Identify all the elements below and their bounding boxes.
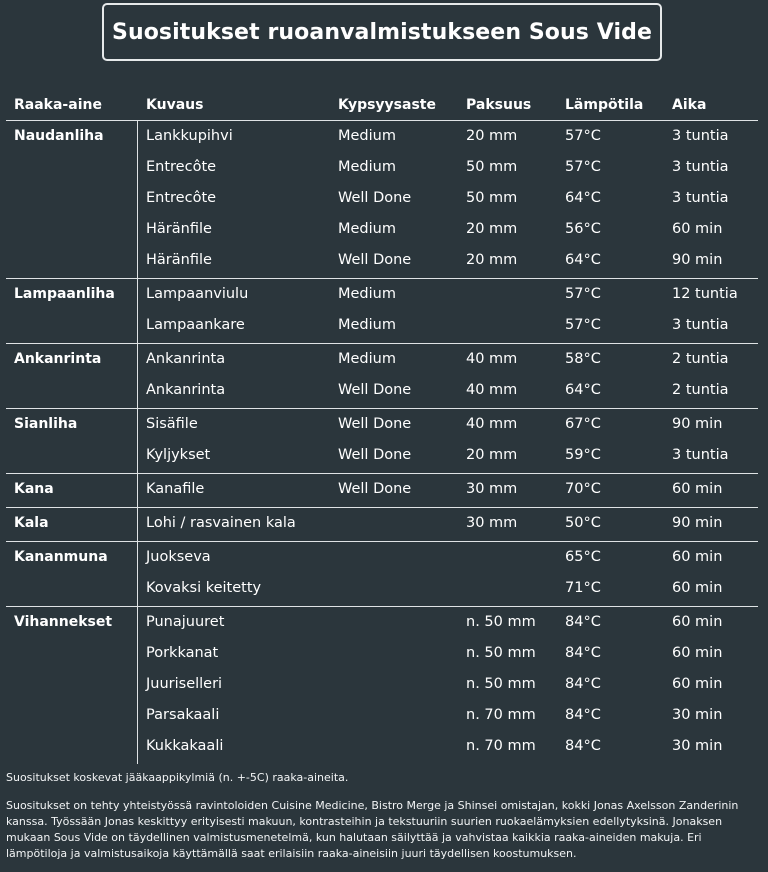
table-row: [0, 577, 768, 599]
cell-aika: 2 tuntia: [672, 382, 729, 398]
cell-paksuus: 30 mm: [466, 481, 518, 497]
description-divider: [137, 508, 138, 541]
header-kypsyysaste: Kypsyysaste: [338, 97, 436, 113]
cell-lampotila: 84°C: [565, 614, 601, 630]
header-raaka-aine: Raaka-aine: [14, 97, 102, 113]
cell-aika: 60 min: [672, 549, 723, 565]
cell-lampotila: 65°C: [565, 549, 601, 565]
group-label: Ankanrinta: [14, 351, 102, 367]
table-row: [0, 156, 768, 178]
cell-kuvaus: Juokseva: [146, 549, 211, 565]
cell-kuvaus: Porkkanat: [146, 645, 219, 661]
cell-paksuus: 40 mm: [466, 351, 518, 367]
footer-paragraph: Suositukset on tehty yhteistyössä ravintoloiden Cuisine Medicine, Bistro Merge ja Shinsei omistajan, kokki Jonas Axelsson Zanderinin kanssa. Työssään Jonas keskittyy erityisesti makuun, kontrasteihin ja tekstuuriin suurien ruokaelämyksien edellytyksinä. Jonaksen mukaan Sous Vide on täydellinen valmistusmenetelmä, kun halutaan säilyttää ja vahvistaa kaikkia raaka-aineiden makuja. Eri lämpötiloja ja valmistusaikoja käyttämällä saat erilaisiin raaka-aineisiin juuri täydellisen koostumuksen.: [6, 799, 739, 860]
cell-kypsyysaste: Medium: [338, 317, 396, 333]
cell-paksuus: 50 mm: [466, 159, 518, 175]
table-header: [0, 96, 768, 114]
cell-kuvaus: Kanafile: [146, 481, 205, 497]
group-separator: [6, 507, 758, 508]
cell-kuvaus: Sisäfile: [146, 416, 198, 432]
cell-kypsyysaste: Medium: [338, 286, 396, 302]
cell-kuvaus: Punajuuret: [146, 614, 225, 630]
cell-kuvaus: Häränfile: [146, 252, 212, 268]
description-divider: [137, 607, 138, 764]
cell-kuvaus: Lampaanviulu: [146, 286, 249, 302]
cell-lampotila: 57°C: [565, 159, 601, 175]
description-divider: [137, 121, 138, 278]
table-row: [0, 546, 768, 568]
cell-aika: 3 tuntia: [672, 128, 729, 144]
cell-aika: 30 min: [672, 738, 723, 754]
cell-kuvaus: Lankkupihvi: [146, 128, 233, 144]
group-separator: [6, 408, 758, 409]
cell-kuvaus: Entrecôte: [146, 159, 217, 175]
group-label: Naudanliha: [14, 128, 104, 144]
cell-kuvaus: Kukkakaali: [146, 738, 224, 754]
group-separator: [6, 120, 758, 121]
cell-aika: 60 min: [672, 481, 723, 497]
cell-kypsyysaste: Well Done: [338, 252, 412, 268]
table-row: [0, 673, 768, 695]
cell-kuvaus: Lampaankare: [146, 317, 245, 333]
footer-note-text: Suositukset koskevat jääkaappikylmiä (n. +-5C) raaka-aineita.: [6, 771, 349, 784]
cell-lampotila: 57°C: [565, 317, 601, 333]
cell-aika: 60 min: [672, 676, 723, 692]
header-aika: Aika: [672, 97, 707, 113]
cell-aika: 12 tuntia: [672, 286, 738, 302]
cell-lampotila: 84°C: [565, 707, 601, 723]
cell-aika: 60 min: [672, 580, 723, 596]
description-divider: [137, 279, 138, 343]
group-separator: [6, 541, 758, 542]
cell-paksuus: 20 mm: [466, 221, 518, 237]
cell-kuvaus: Lohi / rasvainen kala: [146, 515, 296, 531]
cell-aika: 60 min: [672, 645, 723, 661]
cell-paksuus: 20 mm: [466, 447, 518, 463]
table-row: [0, 379, 768, 401]
cell-kypsyysaste: Medium: [338, 351, 396, 367]
group-separator: [6, 606, 758, 607]
table-row: [0, 642, 768, 664]
table-row: [0, 187, 768, 209]
cell-kuvaus: Kyljykset: [146, 447, 211, 463]
cell-aika: 3 tuntia: [672, 190, 729, 206]
cell-paksuus: n. 50 mm: [466, 645, 536, 661]
cell-paksuus: n. 70 mm: [466, 707, 536, 723]
table-row: [0, 704, 768, 726]
cell-kuvaus: Kovaksi keitetty: [146, 580, 262, 596]
description-divider: [137, 344, 138, 408]
cell-kypsyysaste: Well Done: [338, 481, 412, 497]
cell-kuvaus: Entrecôte: [146, 190, 217, 206]
table-row: [0, 611, 768, 633]
group-separator: [6, 278, 758, 279]
cell-aika: 3 tuntia: [672, 447, 729, 463]
cell-kypsyysaste: Well Done: [338, 447, 412, 463]
cell-paksuus: 20 mm: [466, 252, 518, 268]
header-kuvaus: Kuvaus: [146, 97, 204, 113]
cell-aika: 3 tuntia: [672, 159, 729, 175]
cell-aika: 90 min: [672, 515, 723, 531]
title-box: [102, 3, 662, 61]
cell-kuvaus: Juuriselleri: [146, 676, 223, 692]
cell-lampotila: 57°C: [565, 128, 601, 144]
cell-lampotila: 64°C: [565, 382, 601, 398]
cell-paksuus: 30 mm: [466, 515, 518, 531]
cell-lampotila: 84°C: [565, 738, 601, 754]
cell-kypsyysaste: Medium: [338, 128, 396, 144]
cell-lampotila: 59°C: [565, 447, 601, 463]
cell-lampotila: 56°C: [565, 221, 601, 237]
table-row: [0, 314, 768, 336]
table-row: [0, 218, 768, 240]
cell-lampotila: 71°C: [565, 580, 601, 596]
cell-kypsyysaste: Medium: [338, 221, 396, 237]
table-row: [0, 478, 768, 500]
cell-lampotila: 50°C: [565, 515, 601, 531]
table-row: [0, 249, 768, 271]
cell-paksuus: n. 50 mm: [466, 614, 536, 630]
cell-lampotila: 70°C: [565, 481, 601, 497]
cell-kuvaus: Ankanrinta: [146, 382, 226, 398]
table-row: [0, 512, 768, 534]
group-label: Kala: [14, 515, 49, 531]
description-divider: [137, 409, 138, 473]
table-row: [0, 735, 768, 757]
group-label: Vihannekset: [14, 614, 113, 630]
cell-paksuus: 40 mm: [466, 382, 518, 398]
cell-lampotila: 67°C: [565, 416, 601, 432]
cell-kypsyysaste: Well Done: [338, 416, 412, 432]
table-row: [0, 348, 768, 370]
cell-lampotila: 84°C: [565, 645, 601, 661]
cell-paksuus: 40 mm: [466, 416, 518, 432]
group-label: Kananmuna: [14, 549, 108, 565]
cell-lampotila: 57°C: [565, 286, 601, 302]
cell-kuvaus: Häränfile: [146, 221, 212, 237]
cell-kypsyysaste: Well Done: [338, 190, 412, 206]
cell-aika: 60 min: [672, 614, 723, 630]
cell-lampotila: 58°C: [565, 351, 601, 367]
cell-kypsyysaste: Medium: [338, 159, 396, 175]
footer-note: [6, 770, 758, 786]
cell-aika: 90 min: [672, 252, 723, 268]
description-divider: [137, 542, 138, 606]
group-separator: [6, 473, 758, 474]
cell-lampotila: 84°C: [565, 676, 601, 692]
page-title: Suositukset ruoanvalmistukseen Sous Vide: [112, 19, 652, 45]
cell-aika: 2 tuntia: [672, 351, 729, 367]
cell-kuvaus: Parsakaali: [146, 707, 220, 723]
cell-aika: 3 tuntia: [672, 317, 729, 333]
header-lampotila: Lämpötila: [565, 97, 644, 113]
cell-kypsyysaste: Well Done: [338, 382, 412, 398]
cell-aika: 90 min: [672, 416, 723, 432]
description-divider: [137, 474, 138, 507]
cell-paksuus: n. 70 mm: [466, 738, 536, 754]
cell-paksuus: 20 mm: [466, 128, 518, 144]
header-paksuus: Paksuus: [466, 97, 532, 113]
group-separator: [6, 343, 758, 344]
cell-aika: 30 min: [672, 707, 723, 723]
cell-paksuus: 50 mm: [466, 190, 518, 206]
table-row: [0, 413, 768, 435]
group-label: Kana: [14, 481, 54, 497]
group-label: Lampaanliha: [14, 286, 115, 302]
cell-kuvaus: Ankanrinta: [146, 351, 226, 367]
cell-aika: 60 min: [672, 221, 723, 237]
group-label: Sianliha: [14, 416, 78, 432]
table-row: [0, 444, 768, 466]
cell-paksuus: n. 50 mm: [466, 676, 536, 692]
footer-description: [6, 798, 758, 862]
cell-lampotila: 64°C: [565, 252, 601, 268]
table-row: [0, 125, 768, 147]
cell-lampotila: 64°C: [565, 190, 601, 206]
table-row: [0, 283, 768, 305]
